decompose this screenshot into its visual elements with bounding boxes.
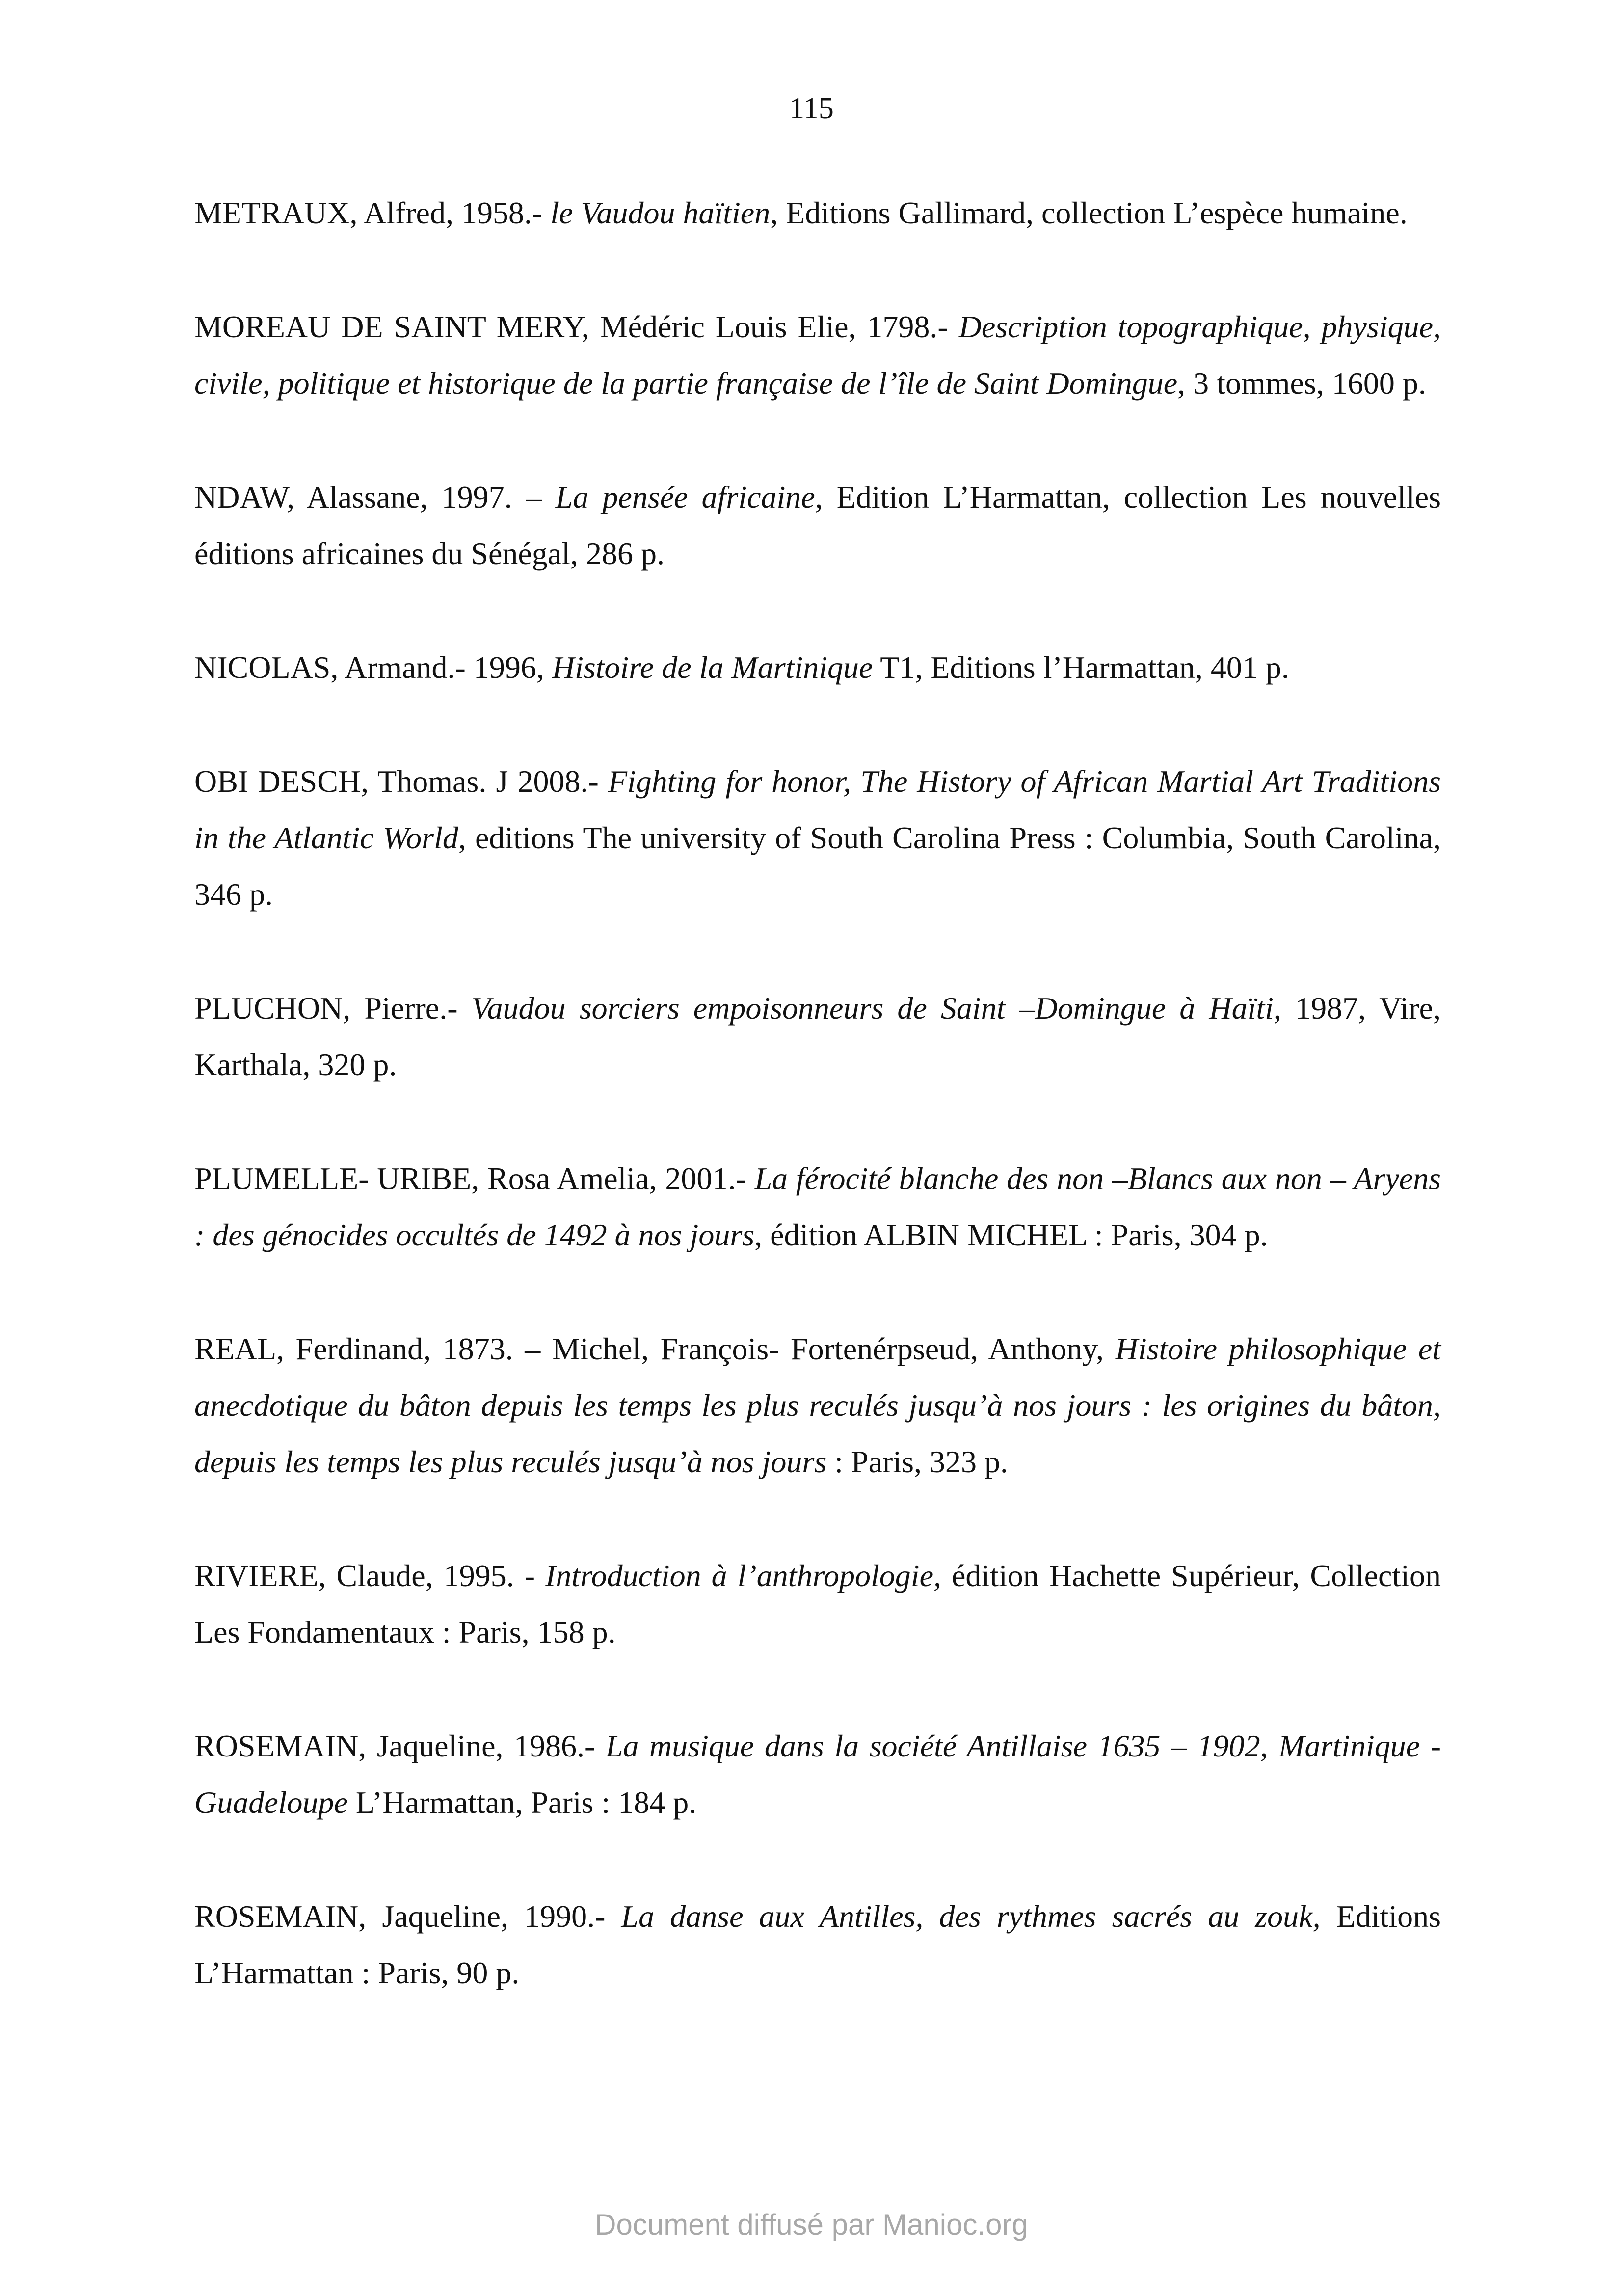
bibliography-list bbox=[194, 185, 1441, 2058]
entry-details: : Paris, 323 p. bbox=[826, 1444, 1008, 1479]
entry-author: PLUMELLE- URIBE, Rosa Amelia, 2001.- bbox=[194, 1161, 755, 1196]
entry-details: , 1987, Vire, Karthala, 320 p. bbox=[194, 991, 1441, 1082]
entry-details: édition Hachette Supérieur, Collection Les Fondamentaux : Paris, 158 p. bbox=[194, 1558, 1441, 1649]
entry-title: Histoire de la Martinique bbox=[552, 650, 873, 685]
entry-title: le Vaudou haïtien bbox=[550, 195, 771, 230]
entry-author: MOREAU DE SAINT MERY, Médéric Louis Elie, 1798.- bbox=[194, 309, 959, 344]
entry-title: Fighting for honor, The History of African Martial Art Traditions in the Atlantic World bbox=[194, 764, 1441, 855]
entry-title: Description topographique, physique, civile, politique et historique de la partie française de l’île de Saint Domingue bbox=[194, 309, 1441, 401]
entry-author: REAL, Ferdinand, 1873. – Michel, François- Fortenérpseud, Anthony, bbox=[194, 1331, 1116, 1366]
bibliography-entry bbox=[194, 639, 1441, 696]
entry-title: Introduction à l’anthropologie, bbox=[545, 1558, 941, 1593]
entry-title: Vaudou sorciers empoisonneurs de Saint –Domingue à Haïti bbox=[471, 991, 1274, 1026]
bibliography-entry bbox=[194, 185, 1441, 241]
entry-author: METRAUX, Alfred, 1958.- bbox=[194, 195, 551, 230]
bibliography-entry bbox=[194, 1718, 1441, 1831]
entry-author: NICOLAS, Armand.- 1996, bbox=[194, 650, 552, 685]
entry-details: , editions The university of South Carolina Press : Columbia, South Carolina, 346 p. bbox=[194, 820, 1441, 912]
bibliography-entry bbox=[194, 1547, 1441, 1660]
entry-details: T1, Editions l’Harmattan, 401 p. bbox=[873, 650, 1289, 685]
entry-author: PLUCHON, Pierre.- bbox=[194, 991, 472, 1026]
entry-details: L’Harmattan, Paris : 184 p. bbox=[347, 1785, 697, 1820]
entry-details: , 3 tommes, 1600 p. bbox=[1177, 366, 1426, 401]
entry-title: Histoire philosophique et anecdotique du bâton depuis les temps les plus reculés jusqu’à nos jours : les origines du bâton, depuis les temps les plus reculés jusqu’à nos jours bbox=[194, 1331, 1441, 1479]
bibliography-entry bbox=[194, 980, 1441, 1093]
entry-title: La musique dans la société Antillaise 1635 – 1902, Martinique - Guadeloupe bbox=[194, 1729, 1441, 1820]
footer-attribution: Document diffusé par Manioc.org bbox=[595, 2208, 1028, 2241]
bibliography-entry bbox=[194, 1321, 1441, 1490]
entry-details: , Edition L’Harmattan, collection Les nouvelles éditions africaines du Sénégal, 286 p. bbox=[194, 480, 1441, 571]
entry-author: NDAW, Alassane, 1997. – bbox=[194, 480, 556, 514]
page-number: 115 bbox=[789, 92, 834, 125]
entry-details: , Editions Gallimard, collection L’espèce humaine. bbox=[770, 195, 1408, 230]
entry-author: RIVIERE, Claude, 1995. - bbox=[194, 1558, 545, 1593]
entry-author: ROSEMAIN, Jaqueline, 1990.- bbox=[194, 1899, 621, 1934]
entry-title: La danse aux Antilles, des rythmes sacrés au zouk, bbox=[621, 1899, 1321, 1934]
entry-author: ROSEMAIN, Jaqueline, 1986.- bbox=[194, 1729, 606, 1763]
entry-details: , édition ALBIN MICHEL : Paris, 304 p. bbox=[754, 1217, 1268, 1252]
bibliography-entry bbox=[194, 753, 1441, 922]
entry-title: La férocité blanche des non –Blancs aux non – Aryens : des génocides occultés de 1492 à nos jours bbox=[194, 1161, 1441, 1252]
bibliography-entry bbox=[194, 469, 1441, 582]
entry-title: La pensée africaine bbox=[555, 480, 815, 514]
bibliography-entry bbox=[194, 1150, 1441, 1263]
bibliography-entry bbox=[194, 1888, 1441, 2001]
entry-author: OBI DESCH, Thomas. J 2008.- bbox=[194, 764, 608, 799]
bibliography-entry bbox=[194, 298, 1441, 411]
entry-details: Editions L’Harmattan : Paris, 90 p. bbox=[194, 1899, 1441, 1990]
